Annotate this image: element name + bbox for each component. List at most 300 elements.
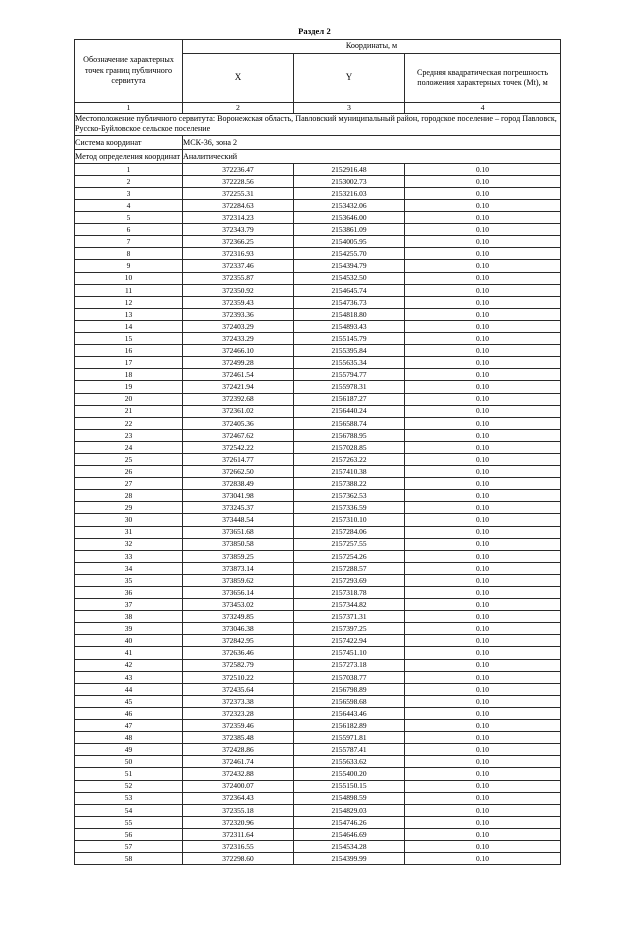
point-number: 39 [75,623,183,635]
coordinate-x: 373046.38 [183,623,294,635]
coordinate-y: 2154394.79 [294,260,405,272]
table-row [75,550,561,562]
coordinate-y: 2154829.03 [294,804,405,816]
mean-square-error: 0.10 [405,623,561,635]
coordinate-y: 2157263.22 [294,453,405,465]
coordinate-y: 2157371.31 [294,611,405,623]
table-row [75,333,561,345]
coordinate-y: 2157388.22 [294,478,405,490]
coordinate-y: 2154532.50 [294,272,405,284]
coordinate-x: 372461.54 [183,369,294,381]
coordinate-x: 372614.77 [183,453,294,465]
coordinate-y: 2156588.74 [294,417,405,429]
point-number: 6 [75,224,183,236]
table-row [75,732,561,744]
point-number: 30 [75,514,183,526]
coordinate-x: 373859.62 [183,574,294,586]
mean-square-error: 0.10 [405,405,561,417]
table-row [75,792,561,804]
point-number: 56 [75,828,183,840]
coordinate-y: 2156182.89 [294,720,405,732]
point-number: 28 [75,490,183,502]
point-number: 14 [75,320,183,332]
point-number: 47 [75,720,183,732]
mean-square-error: 0.10 [405,780,561,792]
point-number: 21 [75,405,183,417]
point-number: 15 [75,333,183,345]
coordinate-y: 2154746.26 [294,816,405,828]
coordinate-y: 2157038.77 [294,671,405,683]
coordinate-x: 373249.85 [183,611,294,623]
point-number: 34 [75,562,183,574]
point-number: 20 [75,393,183,405]
table-row [75,647,561,659]
coordinate-x: 372838.49 [183,478,294,490]
mean-square-error: 0.10 [405,720,561,732]
point-number: 41 [75,647,183,659]
coordinate-y: 2154818.80 [294,308,405,320]
coordinate-x: 372542.22 [183,441,294,453]
table-row [75,393,561,405]
coordinate-y: 2157273.18 [294,659,405,671]
mean-square-error: 0.10 [405,296,561,308]
mean-square-error: 0.10 [405,853,561,865]
coordinate-y: 2155400.20 [294,768,405,780]
mean-square-error: 0.10 [405,345,561,357]
mean-square-error: 0.10 [405,574,561,586]
coordinate-x: 372343.79 [183,224,294,236]
table-row [75,417,561,429]
mean-square-error: 0.10 [405,732,561,744]
coordinate-y: 2156443.46 [294,707,405,719]
coordinate-x: 372284.63 [183,200,294,212]
coordinate-y: 2157410.38 [294,466,405,478]
mean-square-error: 0.10 [405,707,561,719]
column-number-1: 1 [75,103,183,114]
table-row [75,308,561,320]
coordinate-y: 2156598.68 [294,695,405,707]
mean-square-error: 0.10 [405,816,561,828]
coordinate-x: 372337.46 [183,260,294,272]
coordinate-y: 2156788.95 [294,429,405,441]
column-number-2: 2 [183,103,294,114]
point-number: 4 [75,200,183,212]
coordinate-y: 2157397.25 [294,623,405,635]
point-number: 52 [75,780,183,792]
mean-square-error: 0.10 [405,550,561,562]
header-row-1 [75,40,561,54]
info-block [75,114,561,164]
table-row [75,720,561,732]
point-number: 46 [75,707,183,719]
coordinate-x: 372428.86 [183,744,294,756]
table-row [75,599,561,611]
info-row-coordinate-system [75,135,561,149]
point-number: 18 [75,369,183,381]
mean-square-error: 0.10 [405,248,561,260]
coordinate-y: 2154646.69 [294,828,405,840]
point-number: 55 [75,816,183,828]
coordinate-x: 372316.55 [183,840,294,852]
mean-square-error: 0.10 [405,163,561,175]
table-row [75,187,561,199]
coordinate-x: 372314.23 [183,212,294,224]
coordinate-y: 2155395.84 [294,345,405,357]
coordinate-y: 2155978.31 [294,381,405,393]
coordinate-x: 372435.64 [183,683,294,695]
coordinate-y: 2157310.10 [294,514,405,526]
point-number: 42 [75,659,183,671]
header-coordinates-group: Координаты, м [183,40,561,54]
point-number: 31 [75,526,183,538]
location-row [75,114,561,136]
point-number: 35 [75,574,183,586]
mean-square-error: 0.10 [405,840,561,852]
table-row [75,562,561,574]
coordinate-x: 372582.79 [183,659,294,671]
coordinate-y: 2154898.59 [294,792,405,804]
table-row [75,405,561,417]
cadastral-table [74,39,561,865]
coordinate-x: 372432.88 [183,768,294,780]
coordinate-x: 372636.46 [183,647,294,659]
coordinate-y: 2153432.06 [294,200,405,212]
coordinate-x: 373453.02 [183,599,294,611]
coordinate-y: 2155794.77 [294,369,405,381]
coordinate-y: 2153216.03 [294,187,405,199]
column-number-row [75,103,561,114]
mean-square-error: 0.10 [405,562,561,574]
coordinate-y: 2155787.41 [294,744,405,756]
mean-square-error: 0.10 [405,828,561,840]
point-number: 49 [75,744,183,756]
mean-square-error: 0.10 [405,308,561,320]
coordinate-y: 2157318.78 [294,587,405,599]
point-number: 1 [75,163,183,175]
coordinate-y: 2154255.70 [294,248,405,260]
point-number: 19 [75,381,183,393]
mean-square-error: 0.10 [405,599,561,611]
table-row [75,369,561,381]
table-row [75,756,561,768]
mean-square-error: 0.10 [405,357,561,369]
coordinate-system-value: МСК-36, зона 2 [183,135,561,149]
point-number: 2 [75,175,183,187]
point-number: 27 [75,478,183,490]
coordinate-x: 372364.43 [183,792,294,804]
table-row [75,453,561,465]
table-row [75,707,561,719]
mean-square-error: 0.10 [405,320,561,332]
mean-square-error: 0.10 [405,502,561,514]
coordinate-x: 372510.22 [183,671,294,683]
coordinate-y: 2154893.43 [294,320,405,332]
point-number: 37 [75,599,183,611]
coordinate-y: 2157254.26 [294,550,405,562]
point-number: 26 [75,466,183,478]
coordinate-y: 2157284.06 [294,526,405,538]
header-x: X [183,54,294,103]
info-row-method [75,149,561,163]
mean-square-error: 0.10 [405,417,561,429]
table-row [75,659,561,671]
table-row [75,514,561,526]
mean-square-error: 0.10 [405,647,561,659]
mean-square-error: 0.10 [405,429,561,441]
coordinate-y: 2154534.28 [294,840,405,852]
coordinate-x: 372385.48 [183,732,294,744]
mean-square-error: 0.10 [405,212,561,224]
table-body [75,163,561,864]
table-row [75,478,561,490]
point-number: 9 [75,260,183,272]
point-number: 33 [75,550,183,562]
point-number: 25 [75,453,183,465]
table-row [75,200,561,212]
point-number: 58 [75,853,183,865]
coordinate-y: 2157336.59 [294,502,405,514]
mean-square-error: 0.10 [405,260,561,272]
point-number: 13 [75,308,183,320]
column-number-4: 4 [405,103,561,114]
coordinate-y: 2157028.85 [294,441,405,453]
coordinate-y: 2155635.34 [294,357,405,369]
coordinate-x: 372355.87 [183,272,294,284]
coordinate-x: 372842.95 [183,635,294,647]
coordinate-x: 373651.68 [183,526,294,538]
point-number: 48 [75,732,183,744]
table-row [75,429,561,441]
coordinate-x: 372433.29 [183,333,294,345]
table-row [75,538,561,550]
point-number: 3 [75,187,183,199]
coordinate-y: 2153646.00 [294,212,405,224]
page-title: Раздел 2 [298,26,331,36]
coordinate-x: 372400.07 [183,780,294,792]
table-row [75,236,561,248]
point-number: 51 [75,768,183,780]
table-row [75,683,561,695]
mean-square-error: 0.10 [405,514,561,526]
coordinate-x: 372320.96 [183,816,294,828]
table-row [75,381,561,393]
point-number: 38 [75,611,183,623]
point-number: 7 [75,236,183,248]
point-number: 40 [75,635,183,647]
mean-square-error: 0.10 [405,611,561,623]
table-row [75,466,561,478]
coordinate-x: 372499.28 [183,357,294,369]
point-number: 45 [75,695,183,707]
coordinate-y: 2153002.73 [294,175,405,187]
coordinate-y: 2155150.15 [294,780,405,792]
coordinate-x: 372403.29 [183,320,294,332]
mean-square-error: 0.10 [405,175,561,187]
coordinate-x: 373656.14 [183,587,294,599]
point-number: 43 [75,671,183,683]
coordinate-y: 2155633.62 [294,756,405,768]
coordinate-y: 2156187.27 [294,393,405,405]
coordinate-x: 372359.43 [183,296,294,308]
point-number: 11 [75,284,183,296]
table-row [75,320,561,332]
mean-square-error: 0.10 [405,224,561,236]
coordinate-y: 2155145.79 [294,333,405,345]
table-row [75,574,561,586]
coordinate-x: 372228.56 [183,175,294,187]
point-number: 53 [75,792,183,804]
mean-square-error: 0.10 [405,381,561,393]
point-number: 32 [75,538,183,550]
coordinate-y: 2157344.82 [294,599,405,611]
table-row [75,296,561,308]
coordinate-x: 373873.14 [183,562,294,574]
coordinate-y: 2154645.74 [294,284,405,296]
mean-square-error: 0.10 [405,683,561,695]
mean-square-error: 0.10 [405,695,561,707]
mean-square-error: 0.10 [405,284,561,296]
coordinate-x: 372298.60 [183,853,294,865]
mean-square-error: 0.10 [405,587,561,599]
mean-square-error: 0.10 [405,635,561,647]
header-mean-square-error: Средняя квадратическая погрешность положения характерных точек (Мt), м [405,54,561,103]
coordinate-x: 372466.10 [183,345,294,357]
coordinate-x: 372373.38 [183,695,294,707]
table-row [75,272,561,284]
coordinate-x: 372421.94 [183,381,294,393]
point-number: 10 [75,272,183,284]
mean-square-error: 0.10 [405,333,561,345]
table-row [75,248,561,260]
mean-square-error: 0.10 [405,538,561,550]
table-row [75,212,561,224]
mean-square-error: 0.10 [405,200,561,212]
coordinate-y: 2156440.24 [294,405,405,417]
point-number: 8 [75,248,183,260]
coordinate-x: 372467.62 [183,429,294,441]
coordinate-x: 372350.92 [183,284,294,296]
mean-square-error: 0.10 [405,671,561,683]
point-number: 24 [75,441,183,453]
coordinate-x: 372323.28 [183,707,294,719]
table-row [75,345,561,357]
coordinate-y: 2154736.73 [294,296,405,308]
point-number: 54 [75,804,183,816]
table-header [75,40,561,114]
table-row [75,768,561,780]
coordinate-y: 2157422.94 [294,635,405,647]
table-row [75,587,561,599]
table-row [75,526,561,538]
table-row [75,804,561,816]
table-row [75,816,561,828]
coordinate-x: 372359.46 [183,720,294,732]
table-row [75,357,561,369]
mean-square-error: 0.10 [405,478,561,490]
coordinate-y: 2157257.55 [294,538,405,550]
method-value: Аналитический [183,149,561,163]
coordinate-x: 372236.47 [183,163,294,175]
coordinate-x: 372311.64 [183,828,294,840]
location-text: Местоположение публичного сервитута: Воронежская область, Павловский муниципальный район, городское поселение – город Павловск, Русско-Буйловское сельское поселение [75,114,561,136]
mean-square-error: 0.10 [405,804,561,816]
mean-square-error: 0.10 [405,441,561,453]
method-label: Метод определения координат [75,149,183,163]
table-row [75,175,561,187]
point-number: 12 [75,296,183,308]
point-number: 22 [75,417,183,429]
mean-square-error: 0.10 [405,659,561,671]
coordinate-x: 373850.58 [183,538,294,550]
table-row [75,828,561,840]
coordinate-y: 2154005.95 [294,236,405,248]
coordinate-x: 372355.18 [183,804,294,816]
coordinate-y: 2157362.53 [294,490,405,502]
point-number: 29 [75,502,183,514]
mean-square-error: 0.10 [405,744,561,756]
point-number: 23 [75,429,183,441]
coordinate-y: 2157293.69 [294,574,405,586]
table-row [75,163,561,175]
mean-square-error: 0.10 [405,236,561,248]
mean-square-error: 0.10 [405,187,561,199]
coordinate-x: 372392.68 [183,393,294,405]
mean-square-error: 0.10 [405,453,561,465]
table-row [75,284,561,296]
coordinate-y: 2152916.48 [294,163,405,175]
coordinate-x: 372461.74 [183,756,294,768]
mean-square-error: 0.10 [405,792,561,804]
coordinate-y: 2157451.10 [294,647,405,659]
mean-square-error: 0.10 [405,756,561,768]
table-row [75,490,561,502]
mean-square-error: 0.10 [405,369,561,381]
point-number: 50 [75,756,183,768]
coordinate-x: 372316.93 [183,248,294,260]
coordinate-x: 372662.50 [183,466,294,478]
table-row [75,744,561,756]
mean-square-error: 0.10 [405,393,561,405]
column-number-3: 3 [294,103,405,114]
table-row [75,623,561,635]
point-number: 5 [75,212,183,224]
table-row [75,853,561,865]
coordinate-x: 373859.25 [183,550,294,562]
table-row [75,780,561,792]
coordinate-y: 2154399.99 [294,853,405,865]
table-row [75,840,561,852]
point-number: 57 [75,840,183,852]
coordinate-x: 373245.37 [183,502,294,514]
mean-square-error: 0.10 [405,272,561,284]
coordinate-x: 372361.02 [183,405,294,417]
coordinate-x: 373448.54 [183,514,294,526]
coordinate-x: 372405.36 [183,417,294,429]
table-row [75,695,561,707]
coordinate-x: 372366.25 [183,236,294,248]
point-number: 44 [75,683,183,695]
point-number: 16 [75,345,183,357]
mean-square-error: 0.10 [405,490,561,502]
mean-square-error: 0.10 [405,526,561,538]
table-row [75,611,561,623]
table-row [75,224,561,236]
mean-square-error: 0.10 [405,466,561,478]
coordinate-x: 372255.31 [183,187,294,199]
table-row [75,441,561,453]
mean-square-error: 0.10 [405,768,561,780]
point-number: 17 [75,357,183,369]
